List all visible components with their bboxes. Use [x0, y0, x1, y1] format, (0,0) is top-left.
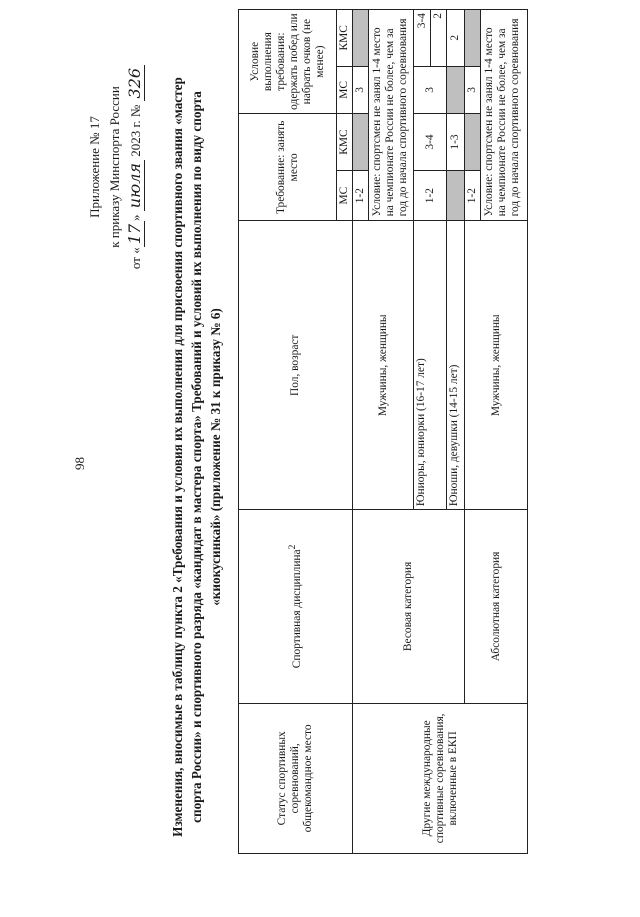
win-kms-empty	[465, 10, 481, 67]
header-win-requirement: Условие выполнения требования: одержать побед или набрать очков (не менее)	[239, 10, 337, 114]
header-sex-age: Пол, возраст	[239, 221, 353, 510]
appendix-order: к приказу Минспорта России	[107, 86, 122, 248]
win-ms: 3	[465, 66, 481, 114]
header-kms: КМС	[337, 10, 353, 67]
discipline-weight: Весовая категория	[353, 510, 465, 704]
handwritten-number: 326	[125, 65, 145, 102]
header-ms: МС	[337, 66, 353, 114]
win-kms-empty	[353, 10, 369, 67]
group-juniors: Юниоры, юниорки (16-17 лет)	[414, 221, 447, 510]
place-kms-empty	[465, 114, 481, 171]
win-ms-empty	[447, 66, 465, 114]
place-kms: 1-3	[447, 114, 465, 171]
place-ms: 1-2	[414, 170, 447, 221]
place-ms-empty	[447, 170, 465, 221]
condition-text: Условие: спортсмен не занял 1-4 место на чемпионате России не более, чем за год до начала спортивного соревнования	[481, 10, 528, 221]
header-status: Статус спортивных соревнований, общекомандное место	[239, 703, 353, 853]
condition-text: Условие: спортсмен не занял 1-4 место на чемпионате России не более, чем за год до начала спортивного соревнования	[369, 10, 414, 221]
place-ms: 1-2	[465, 170, 481, 221]
status-cell: Другие международные спортивные соревнования, включенные в ЕКП	[353, 703, 528, 853]
header-discipline: Спортивная дисциплина$^2$	[239, 510, 353, 704]
handwritten-month: июля	[125, 160, 145, 211]
win-kms: 3-4	[414, 10, 431, 67]
header-place-requirement: Требование: занять место	[239, 114, 337, 221]
document-heading: Изменения, вносимые в таблицу пункта 2 «Требования и условия их выполнения для присвоения спортивного звания «мастер спорта России» и спортивного разряда «кандидат в мастера спорта» Требований и условий их выполнения по виду спорта «киокусинкай» (приложение № 31 к приказу № 6)	[170, 77, 223, 837]
table-row	[239, 10, 337, 854]
place-kms: 3-4	[414, 114, 447, 171]
discipline-absolute: Абсолютная категория	[465, 510, 528, 704]
appendix-block	[85, 17, 146, 317]
page-number: 98	[72, 457, 87, 470]
group-men-women: Мужчины, женщины	[465, 221, 528, 510]
win-kms: 2	[431, 10, 447, 67]
appendix-date: от «17» июля 2023 г. № 326	[125, 17, 146, 317]
group-men-women: Мужчины, женщины	[353, 221, 414, 510]
table-row	[353, 10, 369, 854]
group-youth: Юноши, девушки (14-15 лет)	[447, 221, 465, 510]
handwritten-day: 17	[125, 221, 145, 247]
win-kms: 2	[447, 10, 465, 67]
place-kms-empty	[353, 114, 369, 171]
win-ms: 3	[414, 66, 447, 114]
header-kms: КМС	[337, 114, 353, 171]
header-ms: МС	[337, 170, 353, 221]
place-ms: 1-2	[353, 170, 369, 221]
appendix-title: Приложение № 17	[87, 116, 102, 218]
requirements-table	[238, 9, 528, 854]
win-ms: 3	[353, 66, 369, 114]
